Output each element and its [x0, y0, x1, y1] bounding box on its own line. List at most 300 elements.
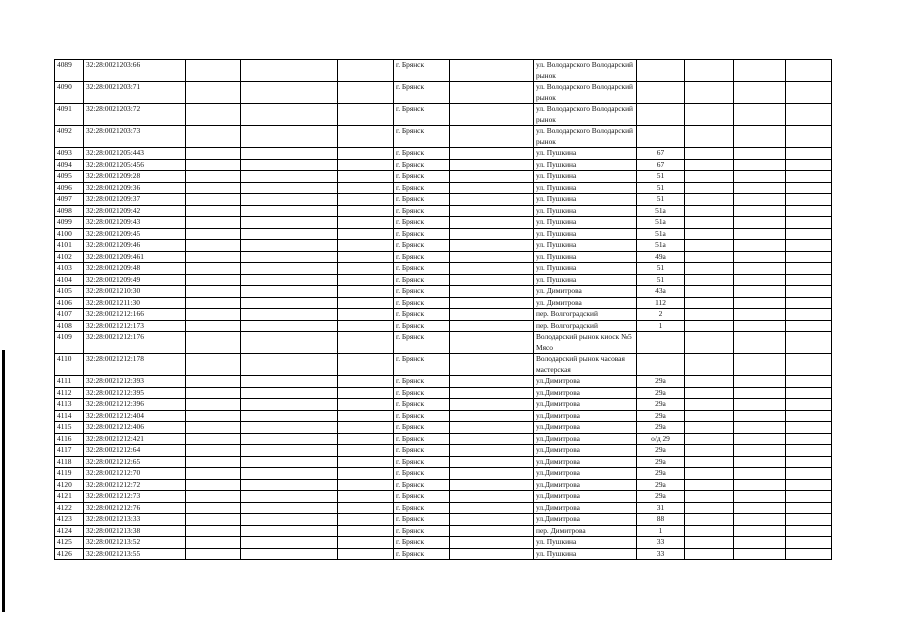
empty-cell [786, 332, 832, 354]
address-cell: ул. Володарского Володарский рынок [534, 82, 637, 104]
empty-cell [450, 297, 534, 309]
empty-cell [241, 82, 338, 104]
empty-cell [685, 126, 734, 148]
empty-cell [241, 194, 338, 206]
empty-cell [685, 217, 734, 229]
empty-cell [786, 468, 832, 480]
table-row [55, 104, 832, 126]
city-cell: г. Брянск [394, 320, 450, 332]
table-row [55, 410, 832, 422]
house-number-cell [637, 104, 685, 126]
cadastral-number-cell: 32:28:0021209:28 [84, 171, 186, 183]
empty-cell [186, 410, 241, 422]
city-cell: г. Брянск [394, 251, 450, 263]
table-row [55, 297, 832, 309]
empty-cell [734, 240, 786, 252]
table-row [55, 548, 832, 560]
address-cell: ул. Пушкина [534, 217, 637, 229]
row-number-cell: 4113 [55, 399, 84, 411]
empty-cell [734, 354, 786, 376]
empty-cell [685, 240, 734, 252]
cadastral-number-cell: 32:28:0021212:421 [84, 433, 186, 445]
address-cell: ул. Пушкина [534, 171, 637, 183]
house-number-cell: 31 [637, 502, 685, 514]
empty-cell [186, 320, 241, 332]
house-number-cell: 29а [637, 445, 685, 457]
city-cell: г. Брянск [394, 309, 450, 321]
empty-cell [786, 399, 832, 411]
empty-cell [338, 468, 394, 480]
empty-cell [786, 148, 832, 160]
empty-cell [450, 354, 534, 376]
empty-cell [186, 445, 241, 457]
empty-cell [338, 126, 394, 148]
scan-edge-mark [2, 350, 5, 612]
empty-cell [685, 320, 734, 332]
row-number-cell: 4109 [55, 332, 84, 354]
empty-cell [186, 171, 241, 183]
row-number-cell: 4119 [55, 468, 84, 480]
empty-cell [186, 491, 241, 503]
empty-cell [186, 309, 241, 321]
city-cell: г. Брянск [394, 263, 450, 275]
empty-cell [786, 525, 832, 537]
empty-cell [241, 491, 338, 503]
empty-cell [734, 251, 786, 263]
empty-cell [241, 205, 338, 217]
row-number-cell: 4114 [55, 410, 84, 422]
house-number-cell: 29а [637, 479, 685, 491]
empty-cell [186, 433, 241, 445]
empty-cell [241, 274, 338, 286]
empty-cell [685, 514, 734, 526]
empty-cell [685, 433, 734, 445]
cadastral-number-cell: 32:28:0021211:30 [84, 297, 186, 309]
table-row [55, 491, 832, 503]
empty-cell [734, 422, 786, 434]
empty-cell [241, 456, 338, 468]
empty-cell [450, 182, 534, 194]
empty-cell [338, 354, 394, 376]
empty-cell [786, 514, 832, 526]
address-cell: ул. Пушкина [534, 537, 637, 549]
empty-cell [241, 251, 338, 263]
address-cell: ул.Димитрова [534, 387, 637, 399]
empty-cell [685, 376, 734, 388]
empty-cell [186, 148, 241, 160]
cadastral-number-cell: 32:28:0021212:396 [84, 399, 186, 411]
empty-cell [685, 468, 734, 480]
house-number-cell: 29а [637, 387, 685, 399]
row-number-cell: 4103 [55, 263, 84, 275]
empty-cell [338, 309, 394, 321]
table-row [55, 126, 832, 148]
city-cell: г. Брянск [394, 456, 450, 468]
address-cell: пер. Волгоградский [534, 309, 637, 321]
empty-cell [786, 205, 832, 217]
empty-cell [786, 228, 832, 240]
empty-cell [734, 309, 786, 321]
empty-cell [450, 445, 534, 457]
cadastral-number-cell: 32:28:0021209:48 [84, 263, 186, 275]
row-number-cell: 4093 [55, 148, 84, 160]
city-cell: г. Брянск [394, 126, 450, 148]
empty-cell [186, 354, 241, 376]
empty-cell [241, 171, 338, 183]
empty-cell [734, 320, 786, 332]
city-cell: г. Брянск [394, 525, 450, 537]
empty-cell [786, 60, 832, 82]
empty-cell [685, 82, 734, 104]
empty-cell [241, 537, 338, 549]
empty-cell [685, 387, 734, 399]
empty-cell [734, 468, 786, 480]
empty-cell [734, 82, 786, 104]
empty-cell [186, 263, 241, 275]
empty-cell [450, 548, 534, 560]
empty-cell [786, 251, 832, 263]
city-cell: г. Брянск [394, 148, 450, 160]
row-number-cell: 4115 [55, 422, 84, 434]
empty-cell [338, 320, 394, 332]
house-number-cell [637, 354, 685, 376]
empty-cell [734, 387, 786, 399]
empty-cell [786, 309, 832, 321]
cadastral-number-cell: 32:28:0021209:45 [84, 228, 186, 240]
table-row [55, 60, 832, 82]
empty-cell [450, 491, 534, 503]
empty-cell [241, 286, 338, 298]
empty-cell [450, 514, 534, 526]
table-row [55, 159, 832, 171]
empty-cell [338, 537, 394, 549]
empty-cell [186, 286, 241, 298]
cadastral-number-cell: 32:28:0021209:46 [84, 240, 186, 252]
city-cell: г. Брянск [394, 514, 450, 526]
empty-cell [450, 320, 534, 332]
empty-cell [786, 274, 832, 286]
row-number-cell: 4118 [55, 456, 84, 468]
address-cell: ул.Димитрова [534, 410, 637, 422]
empty-cell [450, 433, 534, 445]
address-cell: ул. Пушкина [534, 240, 637, 252]
empty-cell [685, 251, 734, 263]
empty-cell [338, 445, 394, 457]
table-row [55, 433, 832, 445]
address-cell: ул. Пушкина [534, 182, 637, 194]
table-row [55, 387, 832, 399]
empty-cell [450, 104, 534, 126]
empty-cell [685, 445, 734, 457]
house-number-cell [637, 126, 685, 148]
row-number-cell: 4098 [55, 205, 84, 217]
address-cell: ул. Пушкина [534, 228, 637, 240]
row-number-cell: 4105 [55, 286, 84, 298]
address-cell: ул. Пушкина [534, 148, 637, 160]
empty-cell [241, 376, 338, 388]
empty-cell [450, 479, 534, 491]
row-number-cell: 4106 [55, 297, 84, 309]
empty-cell [450, 60, 534, 82]
empty-cell [786, 537, 832, 549]
table-row [55, 320, 832, 332]
empty-cell [186, 456, 241, 468]
empty-cell [338, 104, 394, 126]
house-number-cell: 67 [637, 159, 685, 171]
empty-cell [685, 479, 734, 491]
empty-cell [734, 60, 786, 82]
city-cell: г. Брянск [394, 182, 450, 194]
row-number-cell: 4101 [55, 240, 84, 252]
cadastral-number-cell: 32:28:0021209:461 [84, 251, 186, 263]
address-cell: ул.Димитрова [534, 445, 637, 457]
empty-cell [734, 171, 786, 183]
city-cell: г. Брянск [394, 433, 450, 445]
empty-cell [734, 263, 786, 275]
empty-cell [786, 422, 832, 434]
empty-cell [734, 479, 786, 491]
cadastral-number-cell: 32:28:0021209:36 [84, 182, 186, 194]
address-cell: ул. Пушкина [534, 159, 637, 171]
cadastral-number-cell: 32:28:0021212:70 [84, 468, 186, 480]
table-row [55, 332, 832, 354]
empty-cell [241, 387, 338, 399]
row-number-cell: 4099 [55, 217, 84, 229]
empty-cell [786, 82, 832, 104]
house-number-cell: 51а [637, 228, 685, 240]
empty-cell [450, 376, 534, 388]
empty-cell [786, 159, 832, 171]
house-number-cell [637, 82, 685, 104]
house-number-cell [637, 332, 685, 354]
empty-cell [186, 399, 241, 411]
city-cell: г. Брянск [394, 217, 450, 229]
empty-cell [450, 410, 534, 422]
table-row [55, 82, 832, 104]
cadastral-number-cell: 32:28:0021212:64 [84, 445, 186, 457]
address-cell: Володарский рынок киоск №5 Мясо [534, 332, 637, 354]
address-cell: пер. Волгоградский [534, 320, 637, 332]
empty-cell [186, 537, 241, 549]
empty-cell [786, 502, 832, 514]
house-number-cell: 51а [637, 217, 685, 229]
empty-cell [786, 263, 832, 275]
empty-cell [734, 399, 786, 411]
empty-cell [685, 286, 734, 298]
house-number-cell: 29а [637, 410, 685, 422]
empty-cell [241, 104, 338, 126]
empty-cell [186, 332, 241, 354]
city-cell: г. Брянск [394, 354, 450, 376]
empty-cell [338, 502, 394, 514]
cadastral-number-cell: 32:28:0021203:72 [84, 104, 186, 126]
empty-cell [734, 445, 786, 457]
empty-cell [786, 410, 832, 422]
city-cell: г. Брянск [394, 82, 450, 104]
empty-cell [450, 468, 534, 480]
table-row [55, 217, 832, 229]
empty-cell [685, 159, 734, 171]
empty-cell [734, 194, 786, 206]
row-number-cell: 4117 [55, 445, 84, 457]
address-cell: ул. Пушкина [534, 548, 637, 560]
house-number-cell: 67 [637, 148, 685, 160]
empty-cell [186, 387, 241, 399]
cadastral-number-cell: 32:28:0021212:393 [84, 376, 186, 388]
empty-cell [241, 399, 338, 411]
empty-cell [734, 410, 786, 422]
address-cell: ул.Димитрова [534, 376, 637, 388]
city-cell: г. Брянск [394, 332, 450, 354]
empty-cell [241, 514, 338, 526]
empty-cell [241, 240, 338, 252]
empty-cell [186, 217, 241, 229]
empty-cell [685, 502, 734, 514]
cadastral-number-cell: 32:28:0021205:443 [84, 148, 186, 160]
empty-cell [241, 126, 338, 148]
table-row [55, 537, 832, 549]
empty-cell [186, 159, 241, 171]
row-number-cell: 4122 [55, 502, 84, 514]
house-number-cell: 29а [637, 456, 685, 468]
cadastral-number-cell: 32:28:0021213:38 [84, 525, 186, 537]
empty-cell [338, 376, 394, 388]
table-row [55, 205, 832, 217]
address-cell: ул. Димитрова [534, 286, 637, 298]
row-number-cell: 4123 [55, 514, 84, 526]
row-number-cell: 4104 [55, 274, 84, 286]
empty-cell [186, 205, 241, 217]
cadastral-number-cell: 32:28:0021203:73 [84, 126, 186, 148]
table-row [55, 354, 832, 376]
empty-cell [450, 82, 534, 104]
empty-cell [450, 456, 534, 468]
address-cell: ул.Димитрова [534, 479, 637, 491]
empty-cell [241, 445, 338, 457]
cadastral-number-cell: 32:28:0021210:30 [84, 286, 186, 298]
empty-cell [338, 387, 394, 399]
city-cell: г. Брянск [394, 194, 450, 206]
empty-cell [786, 240, 832, 252]
city-cell: г. Брянск [394, 387, 450, 399]
empty-cell [734, 126, 786, 148]
empty-cell [338, 514, 394, 526]
empty-cell [450, 217, 534, 229]
row-number-cell: 4112 [55, 387, 84, 399]
empty-cell [734, 182, 786, 194]
empty-cell [450, 194, 534, 206]
house-number-cell: 51 [637, 171, 685, 183]
house-number-cell: о/д 29 [637, 433, 685, 445]
table-row [55, 479, 832, 491]
empty-cell [338, 399, 394, 411]
table-row [55, 525, 832, 537]
empty-cell [338, 433, 394, 445]
empty-cell [241, 309, 338, 321]
city-cell: г. Брянск [394, 422, 450, 434]
house-number-cell: 1 [637, 320, 685, 332]
cadastral-number-cell: 32:28:0021212:404 [84, 410, 186, 422]
empty-cell [338, 171, 394, 183]
empty-cell [734, 514, 786, 526]
table-row [55, 171, 832, 183]
empty-cell [685, 171, 734, 183]
address-cell: ул. Пушкина [534, 274, 637, 286]
empty-cell [450, 274, 534, 286]
table-row [55, 240, 832, 252]
house-number-cell: 51а [637, 240, 685, 252]
cadastral-number-cell: 32:28:0021212:395 [84, 387, 186, 399]
cadastral-number-cell: 32:28:0021205:456 [84, 159, 186, 171]
empty-cell [786, 548, 832, 560]
cadastral-number-cell: 32:28:0021212:173 [84, 320, 186, 332]
cadastral-number-cell: 32:28:0021212:65 [84, 456, 186, 468]
city-cell: г. Брянск [394, 159, 450, 171]
empty-cell [338, 456, 394, 468]
row-number-cell: 4100 [55, 228, 84, 240]
empty-cell [450, 251, 534, 263]
empty-cell [338, 82, 394, 104]
empty-cell [338, 240, 394, 252]
empty-cell [685, 456, 734, 468]
address-cell: Володарский рынок часовая мастерская [534, 354, 637, 376]
empty-cell [338, 159, 394, 171]
empty-cell [786, 376, 832, 388]
empty-cell [241, 548, 338, 560]
empty-cell [685, 297, 734, 309]
empty-cell [338, 479, 394, 491]
empty-cell [734, 456, 786, 468]
table-row [55, 286, 832, 298]
address-cell: ул.Димитрова [534, 514, 637, 526]
empty-cell [338, 217, 394, 229]
empty-cell [241, 182, 338, 194]
empty-cell [338, 60, 394, 82]
empty-cell [786, 126, 832, 148]
city-cell: г. Брянск [394, 286, 450, 298]
house-number-cell: 88 [637, 514, 685, 526]
city-cell: г. Брянск [394, 274, 450, 286]
city-cell: г. Брянск [394, 410, 450, 422]
empty-cell [186, 228, 241, 240]
empty-cell [241, 354, 338, 376]
empty-cell [338, 410, 394, 422]
city-cell: г. Брянск [394, 399, 450, 411]
empty-cell [338, 548, 394, 560]
cadastral-number-cell: 32:28:0021209:37 [84, 194, 186, 206]
city-cell: г. Брянск [394, 376, 450, 388]
address-cell: ул. Володарского Володарский рынок [534, 126, 637, 148]
empty-cell [450, 126, 534, 148]
house-number-cell: 51а [637, 205, 685, 217]
address-cell: ул. Димитрова [534, 297, 637, 309]
empty-cell [786, 491, 832, 503]
table-row [55, 422, 832, 434]
address-cell: ул.Димитрова [534, 468, 637, 480]
row-number-cell: 4125 [55, 537, 84, 549]
address-cell: ул.Димитрова [534, 491, 637, 503]
house-number-cell: 29а [637, 468, 685, 480]
row-number-cell: 4092 [55, 126, 84, 148]
empty-cell [338, 286, 394, 298]
empty-cell [685, 354, 734, 376]
empty-cell [241, 410, 338, 422]
empty-cell [450, 309, 534, 321]
empty-cell [734, 376, 786, 388]
registry-table [54, 59, 832, 560]
empty-cell [241, 332, 338, 354]
empty-cell [186, 60, 241, 82]
